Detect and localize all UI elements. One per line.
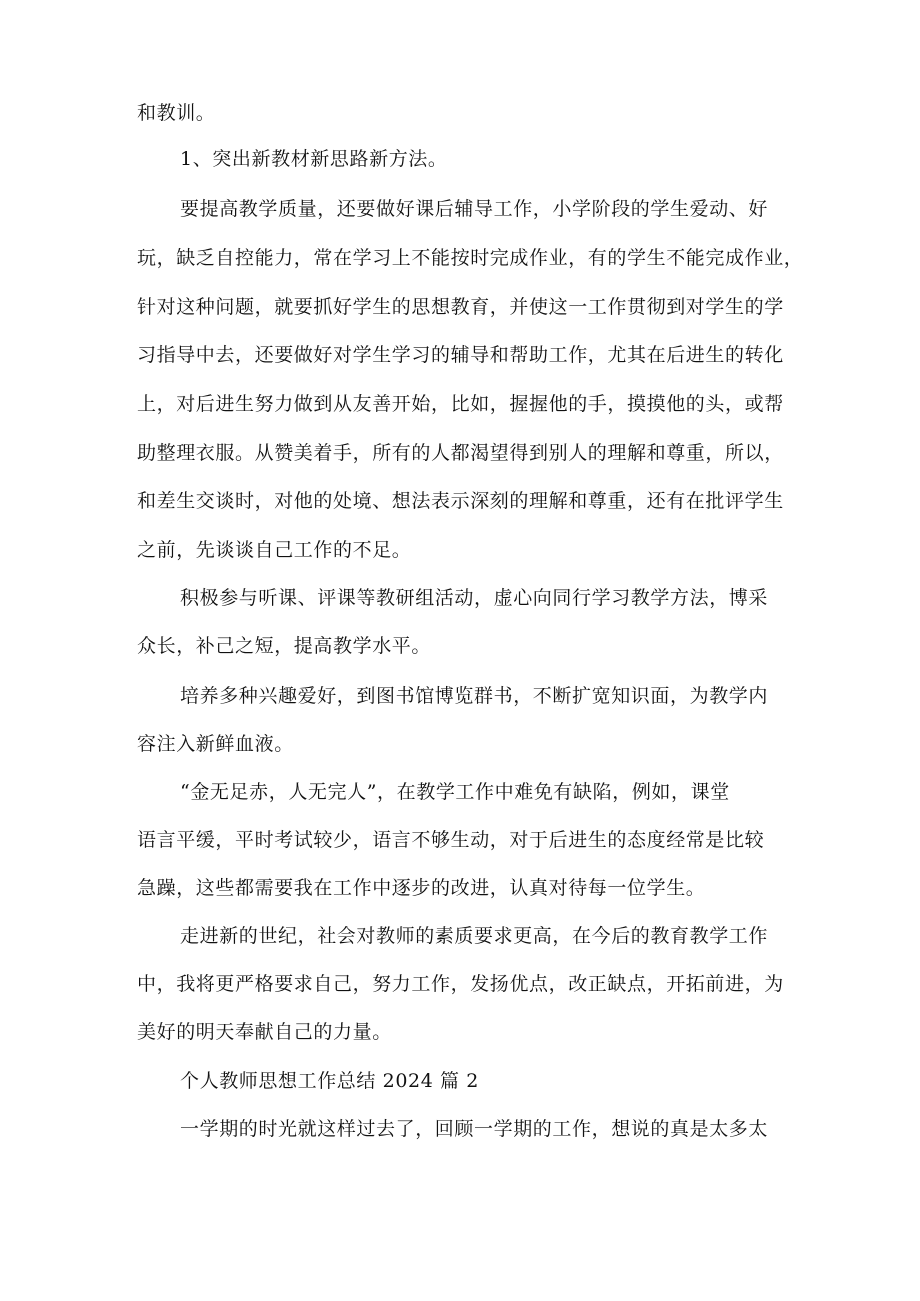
text-line: 之前，先谈谈自己工作的不足。 [137,539,412,561]
text-line: 助整理衣服。从赞美着手，所有的人都渴望得到别人的理解和尊重，所以， [137,442,784,464]
text-line: 玩，缺乏自控能力，常在学习上不能按时完成作业，有的学生不能完成作业， [137,247,804,269]
text-line: 和差生交谈时，对他的处境、想法表示深刻的理解和尊重，还有在批评学生 [137,490,784,512]
text-line: “金无足赤，人无完人”，在教学工作中难免有缺陷，例如，课堂 [180,781,730,803]
text-line: 众长，补己之短，提高教学水平。 [137,635,432,657]
text-line: 培养多种兴趣爱好，到图书馆博览群书，不断扩宽知识面，为教学内 [180,685,769,707]
text-line: 一学期的时光就这样过去了，回顾一学期的工作，想说的真是太多太 [180,1118,769,1140]
section-heading: 个人教师思想工作总结 2024 篇 2 [180,1070,479,1092]
text-line: 美好的明天奉献自己的力量。 [137,1021,392,1043]
text-line: 走进新的世纪，社会对教师的素质要求更高，在今后的教育教学工作 [180,925,769,947]
text-line: 急躁，这些都需要我在工作中逐步的改进，认真对待每一位学生。 [137,877,706,899]
text-line: 要提高教学质量，还要做好课后辅导工作，小学阶段的学生爱动、好 [180,198,769,220]
text-line: 语言平缓，平时考试较少，语言不够生动，对于后进生的态度经常是比较 [137,829,765,851]
text-line: 习指导中去，还要做好对学生学习的辅导和帮助工作，尤其在后进生的转化 [137,344,784,366]
text-line: 上，对后进生努力做到从友善开始，比如，握握他的手，摸摸他的头，或帮 [137,393,784,415]
text-line: 针对这种问题，就要抓好学生的思想教育，并使这一工作贯彻到对学生的学 [137,296,784,318]
text-line: 积极参与听课、评课等教研组活动，虚心向同行学习教学方法，博采 [180,587,769,609]
text-line: 容注入新鲜血液。 [137,733,294,755]
section-heading: 1、突出新教材新思路新方法。 [180,148,448,170]
text-line: 和教训。 [137,102,216,124]
text-line: 中，我将更严格要求自己，努力工作，发扬优点，改正缺点，开拓前进，为 [137,973,784,995]
